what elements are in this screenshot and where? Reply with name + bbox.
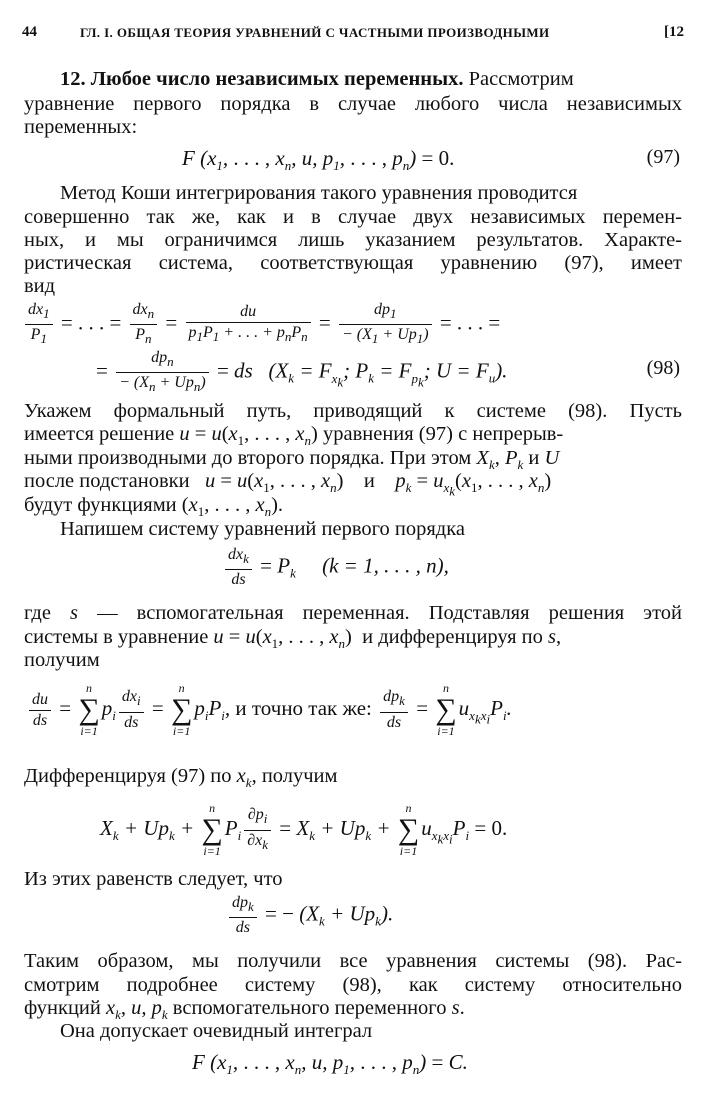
text-line: Из этих равенств следует, что [24,868,283,890]
equation-system: $\frac{dx_k}{ds}$ = $P_k$ (k = 1, . . . , n), [222,545,449,590]
text-line: Таким образом, мы получили все уравнения системы (98). Рас- [24,950,682,972]
section-marker: [12 [664,24,684,40]
section-heading-line [60,68,574,91]
text-line: уравнение первого порядка в случае любого числа независимых [24,93,682,115]
text-line: системы в уравнение $u = u(x_1$, . . . , $x_n$) и дифференцируя по s, [24,626,562,652]
text-line: будут функциями ($x_1$, . . . , $x_n$). [24,494,284,520]
running-header [22,24,684,46]
section-title: 12. Любое число независимых переменных. [60,68,464,90]
text-line: где s — вспомогательная переменная. Подставляя решения этой [24,602,683,624]
chapter-title: ГЛ. I. ОБЩАЯ ТЕОРИЯ УРАВНЕНИЙ С ЧАСТНЫМИ ПРОИЗВОДНЫМИ [80,25,550,40]
intro-text: Рассмотрим [463,68,574,90]
text-line: вид [24,275,56,297]
page-number: 44 [22,24,37,40]
text-line: получим [24,649,100,671]
text-line: Метод Коши интегрирования такого уравнения проводится [60,182,578,204]
text-line: Она допускает очевидный интеграл [60,1020,373,1042]
text-line: Дифференцируя (97) по $x_k$, получим [24,765,338,791]
text-line: Напишем систему уравнений первого порядка [60,518,465,540]
equation-98-line2: = $\frac{dp_n}{- (X_n + Up_n)}$ = ds ($X_k = F_{x_k}$; $P_k = F_{p_k}$; $U = F_u$). [96,349,508,395]
text-line: имеется решение $u = u(x_1$, . . . , $x_n$) уравнения (97) с непрерыв- [24,423,564,449]
text-line: ными производными до второго порядка. При этом $X_k$, $P_k$ и U [24,447,560,473]
text-line: переменных: [24,116,138,138]
equation-98-line1: $\frac{dx_1}{P_1}$ = . . . = $\frac{dx_n}{P_n}$ = $\frac{du}{p_1P_1 + . . . + p_nP_n}$ = $\frac{dp_1}{- (X_1 + Up_1)}$ = . . . = [22,300,500,349]
text-line: ристическая система, соответствующая уравнению (97), имеет [24,252,682,274]
equation-integral: F ($x_1$, . . . , $x_n$, u, $p_1$, . . . , $p_n) = C$. [192,1050,468,1078]
text-line: после подстановки $u = u(x_1$, . . . , $x_n$) и $p_k = u_{x_k}(x_1$, . . . , $x_n$) [24,470,552,499]
text-line: функций $x_k$, u, $p_k$ вспомогательного переменного s. [24,997,465,1023]
equation-sums: $\frac{du}{ds}$ = n ∑ i=1 $p_i$ $\frac{dx_i}{ds}$ = n ∑ i=1 $p_iP_i$, и точно так же: $\frac{dp_k}{ds}$ = n ∑ i=1 $u_{x_kx_i}P_i$. [26,682,512,738]
equation-number: (98) [646,357,680,379]
equation-diff: $X_k + Up_k$ + n ∑ i=1 $P_i$ $\frac{\partial p_i}{\partial x_k}$ = $X_k + Up_k$ + n ∑ i=1 $u_{x_kx_i}P_i = 0$. [100,801,508,858]
text-line: ных, и мы ограничимся лишь указанием результатов. Характе- [24,229,682,251]
text-line: совершенно так же, как и в случае двух независимых перемен- [24,206,682,228]
text-line: смотрим подробнее систему (98), как систему относительно [24,974,682,996]
equation-result: $\frac{dp_k}{ds}$ = − $(X_k + Up_k)$. [226,893,393,938]
text-line: Укажем формальный путь, приводящий к системе (98). Пусть [24,400,682,422]
equation-97: F ($x_1$, . . . , $x_n$, u, $p_1$, . . . , $p_n) = 0$. [182,146,455,174]
equation-number: (97) [646,146,680,168]
